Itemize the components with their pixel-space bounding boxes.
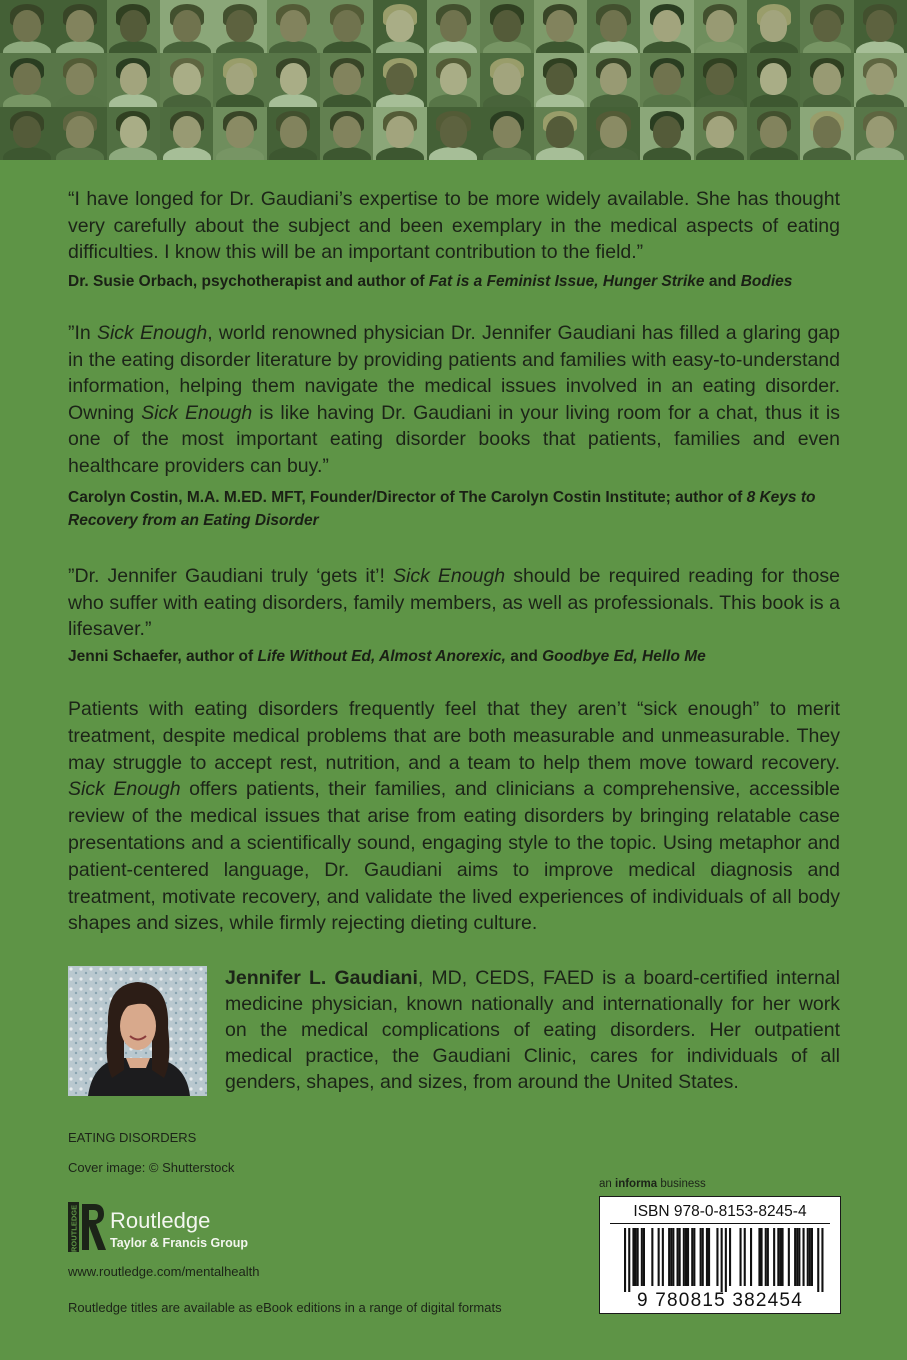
barcode-bar: [637, 1228, 639, 1286]
barcode-bar: [658, 1228, 660, 1286]
logo-vertical-text: ROUTLEDGE: [69, 1204, 79, 1252]
collage-portrait: [53, 107, 106, 160]
barcode-bar: [725, 1228, 727, 1292]
collage-portrait: [427, 107, 480, 160]
title-italic: Bodies: [740, 273, 793, 290]
barcode-bar: [758, 1228, 760, 1286]
barcode-bar: [740, 1228, 742, 1286]
barcode-bar: [624, 1228, 626, 1292]
barcode-bar: [788, 1228, 790, 1286]
collage-portrait: [800, 53, 853, 106]
collage-portrait: [320, 0, 373, 53]
barcode-bar: [721, 1228, 723, 1292]
collage-portrait: [373, 53, 426, 106]
barcode-bar: [779, 1228, 781, 1286]
author-bio-text: , MD, CEDS, FAED is a board-certified internal medicine physician, known nationally and internationally for her work on the medical complications of eating disorders. Her outpatient medical practice, the Gaudiani Clinic, cares for individuals of all genders, shapes, and sizes, from around the United States.: [225, 967, 840, 1093]
barcode-bar: [635, 1228, 637, 1286]
title-italic: Sick Enough: [68, 778, 181, 801]
collage-portrait: [800, 0, 853, 53]
text-run: Jenni Schaefer, author of: [68, 648, 258, 665]
barcode-bar: [670, 1228, 672, 1286]
collage-portrait: [640, 107, 693, 160]
barcode-bar: [798, 1228, 800, 1286]
collage-portrait: [854, 53, 907, 106]
collage-portrait: [480, 53, 533, 106]
barcode-bar: [628, 1228, 630, 1292]
routledge-logo: [68, 1200, 328, 1256]
collage-portrait: [587, 0, 640, 53]
endorsement-attribution-3: [68, 645, 840, 668]
collage-portrait: [747, 107, 800, 160]
collage-portrait: [694, 53, 747, 106]
collage-portrait: [587, 53, 640, 106]
collage-portrait: [480, 107, 533, 160]
publisher-group: Taylor & Francis Group: [110, 1236, 248, 1250]
collage-portrait: [480, 0, 533, 53]
collage-portrait: [534, 107, 587, 160]
barcode-bar: [782, 1228, 784, 1286]
barcode-bar: [803, 1228, 805, 1286]
informa-prefix: an: [599, 1178, 615, 1190]
collage-portrait: [213, 107, 266, 160]
barcode-bar: [796, 1228, 798, 1286]
barcode-bar: [767, 1228, 769, 1286]
text-run: offers patients, their families, and clinicians a comprehensive, accessible review of the medical issues that arise from eating disorders by bringing relatable case presentations and a scientifically sound, engaging style to the topic. Using metaphor and patient-centered language, Dr. Gaudiani aims to improve medical diagnosis and treatment, motivate recovery, and validate the lived experiences of individuals of all body shapes and sizes, while firmly rejecting dieting culture.: [68, 778, 840, 935]
barcode-bar: [700, 1228, 702, 1286]
collage-portrait: [267, 53, 320, 106]
barcode-bar: [750, 1228, 752, 1286]
title-italic: Sick Enough: [96, 322, 208, 344]
title-italic: Life Without Ed, Almost Anorexic,: [257, 648, 506, 665]
collage-portrait: [0, 107, 53, 160]
collage-portrait: [160, 53, 213, 106]
text-run: , world renowned physician Dr. Jennifer Gaudiani has filled a glaring gap in the eating disorder literature by providing patients and families with easy-to-understand information, helping them navigate the medical issues involved in an eating disorder. Owning: [68, 322, 840, 424]
isbn-label: ISBN 978-0-8153-8245-4: [633, 1203, 807, 1220]
barcode-bar: [643, 1228, 645, 1286]
collage-portrait: [267, 107, 320, 160]
endorsement-quote-3: [68, 563, 840, 643]
collage-portrait: [587, 107, 640, 160]
barcode-bar: [668, 1228, 670, 1286]
barcode-digits: 9 780815 382454: [637, 1290, 803, 1311]
endorsement-attribution-1: [68, 270, 840, 293]
ebook-note: Routledge titles are available as eBook editions in a range of digital formats: [68, 1300, 502, 1315]
barcode-bar: [677, 1228, 679, 1286]
barcode-bar: [691, 1228, 693, 1286]
title-italic: Fat is a Feminist Issue, Hunger Strike: [428, 273, 705, 290]
collage-portrait: [107, 107, 160, 160]
text-run: ”In: [68, 322, 97, 344]
text-run: “I have longed for Dr. Gaudiani’s expertise to be more widely available. She has thought very carefully about the subject and been exemplary in the medical aspects of eating difficulties. I know this will be an important contribution to the field.”: [68, 188, 840, 263]
author-name: Jennifer L. Gaudiani: [225, 967, 418, 989]
text-run: Dr. Susie Orbach, psychotherapist and author of: [68, 273, 429, 290]
category-label: EATING DISORDERS: [68, 1130, 197, 1145]
collage-portrait: [0, 53, 53, 106]
collage-portrait: [694, 107, 747, 160]
collage-portrait: [534, 53, 587, 106]
collage-portrait: [854, 0, 907, 53]
endorsement-quote-1: [68, 186, 840, 266]
author-photo: [68, 966, 207, 1096]
barcode-bar: [651, 1228, 653, 1286]
barcode-bar: [765, 1228, 767, 1286]
book-description: [68, 696, 840, 937]
barcode-bar: [761, 1228, 763, 1286]
text-run: Patients with eating disorders frequently feel that they aren’t “sick enough” to merit treatment, despite medical problems that are both measurable and unmeasurable. They may struggle to accept rest, nutrition, and a team to help them move toward recovery.: [68, 698, 840, 774]
text-run: should be required reading for those who suffer with eating disorders, family members, as well as professionals. This book is a lifesaver.”: [68, 565, 840, 640]
title-italic: Sick Enough: [141, 401, 253, 424]
barcode-bar: [683, 1228, 685, 1286]
collage-portrait: [640, 53, 693, 106]
barcode-bar: [706, 1228, 708, 1286]
collage-portrait: [320, 53, 373, 106]
collage-portrait: [373, 0, 426, 53]
collage-portrait: [53, 53, 106, 106]
collage-portrait: [800, 107, 853, 160]
author-bio: [225, 965, 840, 1095]
publisher-name: Routledge: [110, 1208, 211, 1233]
collage-portrait: [160, 0, 213, 53]
barcode-bar: [821, 1228, 823, 1292]
barcode-bar: [811, 1228, 813, 1286]
collage-portrait: [854, 107, 907, 160]
barcode-bar: [685, 1228, 687, 1286]
text-run: and: [704, 273, 741, 290]
barcode-bar: [777, 1228, 779, 1286]
collage-portrait: [747, 53, 800, 106]
collage-portrait: [640, 0, 693, 53]
barcode-bar: [809, 1228, 811, 1286]
text-run: and: [505, 648, 543, 665]
text-run: ”Dr. Jennifer Gaudiani truly ‘gets it’!: [68, 565, 393, 587]
barcode-bar: [702, 1228, 704, 1286]
barcode-bar: [817, 1228, 819, 1292]
endorsement-attribution-2: [68, 486, 840, 532]
collage-portrait: [107, 0, 160, 53]
cover-credit: Cover image: © Shutterstock: [68, 1160, 235, 1175]
collage-portrait: [213, 53, 266, 106]
collage-portrait: [373, 107, 426, 160]
collage-portrait: [160, 107, 213, 160]
barcode-bar: [687, 1228, 689, 1286]
collage-portrait: [53, 0, 106, 53]
barcode-bar: [807, 1228, 809, 1286]
collage-portrait: [320, 107, 373, 160]
barcode-bar: [729, 1228, 731, 1286]
informa-bold: informa: [615, 1178, 658, 1190]
informa-tagline: [599, 1178, 706, 1190]
barcode-bar: [773, 1228, 775, 1286]
informa-suffix: business: [657, 1178, 706, 1190]
collage-portrait: [427, 0, 480, 53]
endorsement-quote-2: [68, 320, 840, 479]
barcode-bar: [744, 1228, 746, 1286]
barcode-bar: [662, 1228, 664, 1286]
collage-portrait: [747, 0, 800, 53]
barcode-bar: [693, 1228, 695, 1286]
collage-portrait: [107, 53, 160, 106]
collage-portrait: [427, 53, 480, 106]
photo-collage: [0, 0, 907, 160]
barcode-bar: [672, 1228, 674, 1286]
collage-portrait: [694, 0, 747, 53]
website-url[interactable]: www.routledge.com/mentalhealth: [68, 1264, 260, 1279]
barcode-bar: [716, 1228, 718, 1286]
barcode-bar: [679, 1228, 681, 1286]
title-italic: 8 Keys to Recovery from an Eating Disorder: [68, 489, 816, 529]
title-italic: Goodbye Ed, Hello Me: [542, 648, 706, 665]
collage-portrait: [0, 0, 53, 53]
collage-portrait: [213, 0, 266, 53]
collage-portrait: [534, 0, 587, 53]
barcode-bar: [641, 1228, 643, 1286]
collage-portrait: [267, 0, 320, 53]
text-run: Carolyn Costin, M.A. M.ED. MFT, Founder/Director of The Carolyn Costin Institute; author of: [68, 489, 747, 506]
barcode-bar: [708, 1228, 710, 1286]
title-italic: Sick Enough: [392, 565, 506, 587]
text-run: is like having Dr. Gaudiani in your living room for a chat, thus it is one of the most important eating disorder books that patients, families and even healthcare providers can buy.”: [68, 401, 840, 477]
isbn-barcode: [599, 1196, 841, 1314]
barcode-bar: [794, 1228, 796, 1286]
barcode-bar: [632, 1228, 634, 1286]
